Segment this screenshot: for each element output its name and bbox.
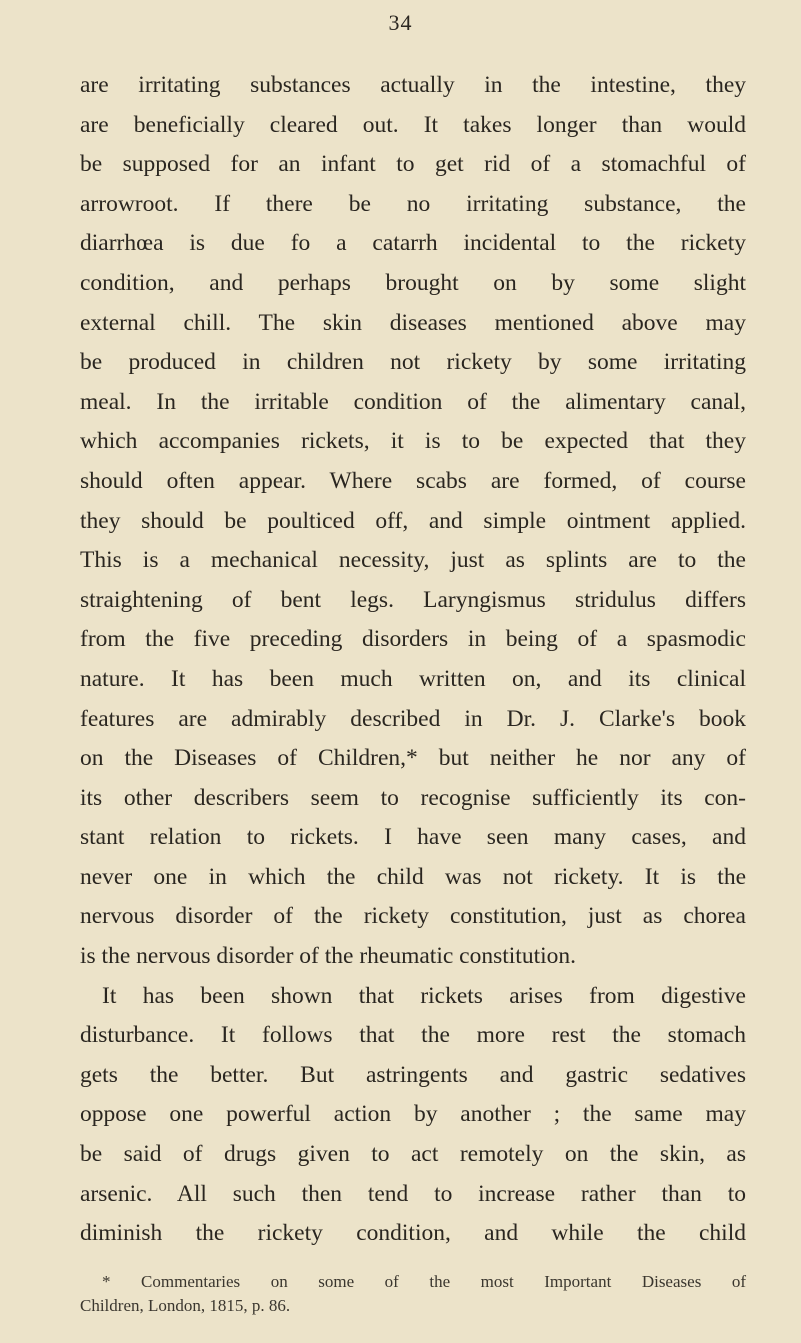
text-line: are beneficially cleared out. It takes longer than would bbox=[80, 111, 746, 138]
text-line: its other describers seem to recognise sufficiently its con- bbox=[80, 784, 746, 811]
text-line: never one in which the child was not rickety. It is the bbox=[80, 863, 746, 890]
text-line: gets the better. But astringents and gastric sedatives bbox=[80, 1061, 746, 1088]
text-line: arsenic. All such then tend to increase rather than to bbox=[80, 1180, 746, 1207]
text-line: is the nervous disorder of the rheumatic constitution. bbox=[80, 943, 577, 970]
text-line: nature. It has been much written on, and its clinical bbox=[80, 665, 746, 692]
text-line: diarrhœa is due fo a catarrh incidental to the rickety bbox=[80, 230, 746, 257]
text-line: oppose one powerful action by another ; the same may bbox=[80, 1101, 746, 1128]
text-line: be said of drugs given to act remotely on the skin, as bbox=[80, 1141, 746, 1168]
text-line: stant relation to rickets. I have seen many cases, and bbox=[80, 824, 746, 851]
footnote-line: * Commentaries on some of the most Important Diseases of bbox=[102, 1272, 746, 1291]
text-line: from the five preceding disorders in being of a spasmodic bbox=[80, 626, 746, 653]
text-line: disturbance. It follows that the more rest the stomach bbox=[80, 1022, 746, 1049]
text-line: should often appear. Where scabs are formed, of course bbox=[80, 467, 746, 494]
text-line: condition, and perhaps brought on by some slight bbox=[80, 269, 746, 296]
paragraph-start-line: It has been shown that rickets arises from digestive bbox=[102, 982, 746, 1009]
text-line: features are admirably described in Dr. J. Clarke's book bbox=[80, 705, 746, 732]
text-line: nervous disorder of the rickety constitution, just as chorea bbox=[80, 903, 746, 930]
text-line: This is a mechanical necessity, just as splints are to the bbox=[80, 547, 746, 574]
text-line: meal. In the irritable condition of the alimentary canal, bbox=[80, 388, 746, 415]
text-line: straightening of bent legs. Laryngismus stridulus differs bbox=[80, 586, 746, 613]
text-line: be produced in children not rickety by some irritating bbox=[80, 349, 746, 376]
text-line: external chill. The skin diseases mentioned above may bbox=[80, 309, 746, 336]
footnote bbox=[80, 1270, 746, 1318]
text-line: are irritating substances actually in the intestine, they bbox=[80, 72, 746, 98]
text-line: on the Diseases of Children,* but neither he nor any of bbox=[80, 745, 746, 772]
text-line: be supposed for an infant to get rid of a stomachful of bbox=[80, 151, 746, 178]
text-line: arrowroot. If there be no irritating substance, the bbox=[80, 190, 746, 217]
text-line: diminish the rickety condition, and while the child bbox=[80, 1220, 746, 1247]
text-line: they should be poulticed off, and simple ointment applied. bbox=[80, 507, 746, 534]
text-line: which accompanies rickets, it is to be expected that they bbox=[80, 428, 746, 455]
body-text bbox=[80, 66, 746, 1254]
page-number: 34 bbox=[388, 10, 413, 35]
footnote-line: Children, London, 1815, p. 86. bbox=[80, 1296, 291, 1315]
